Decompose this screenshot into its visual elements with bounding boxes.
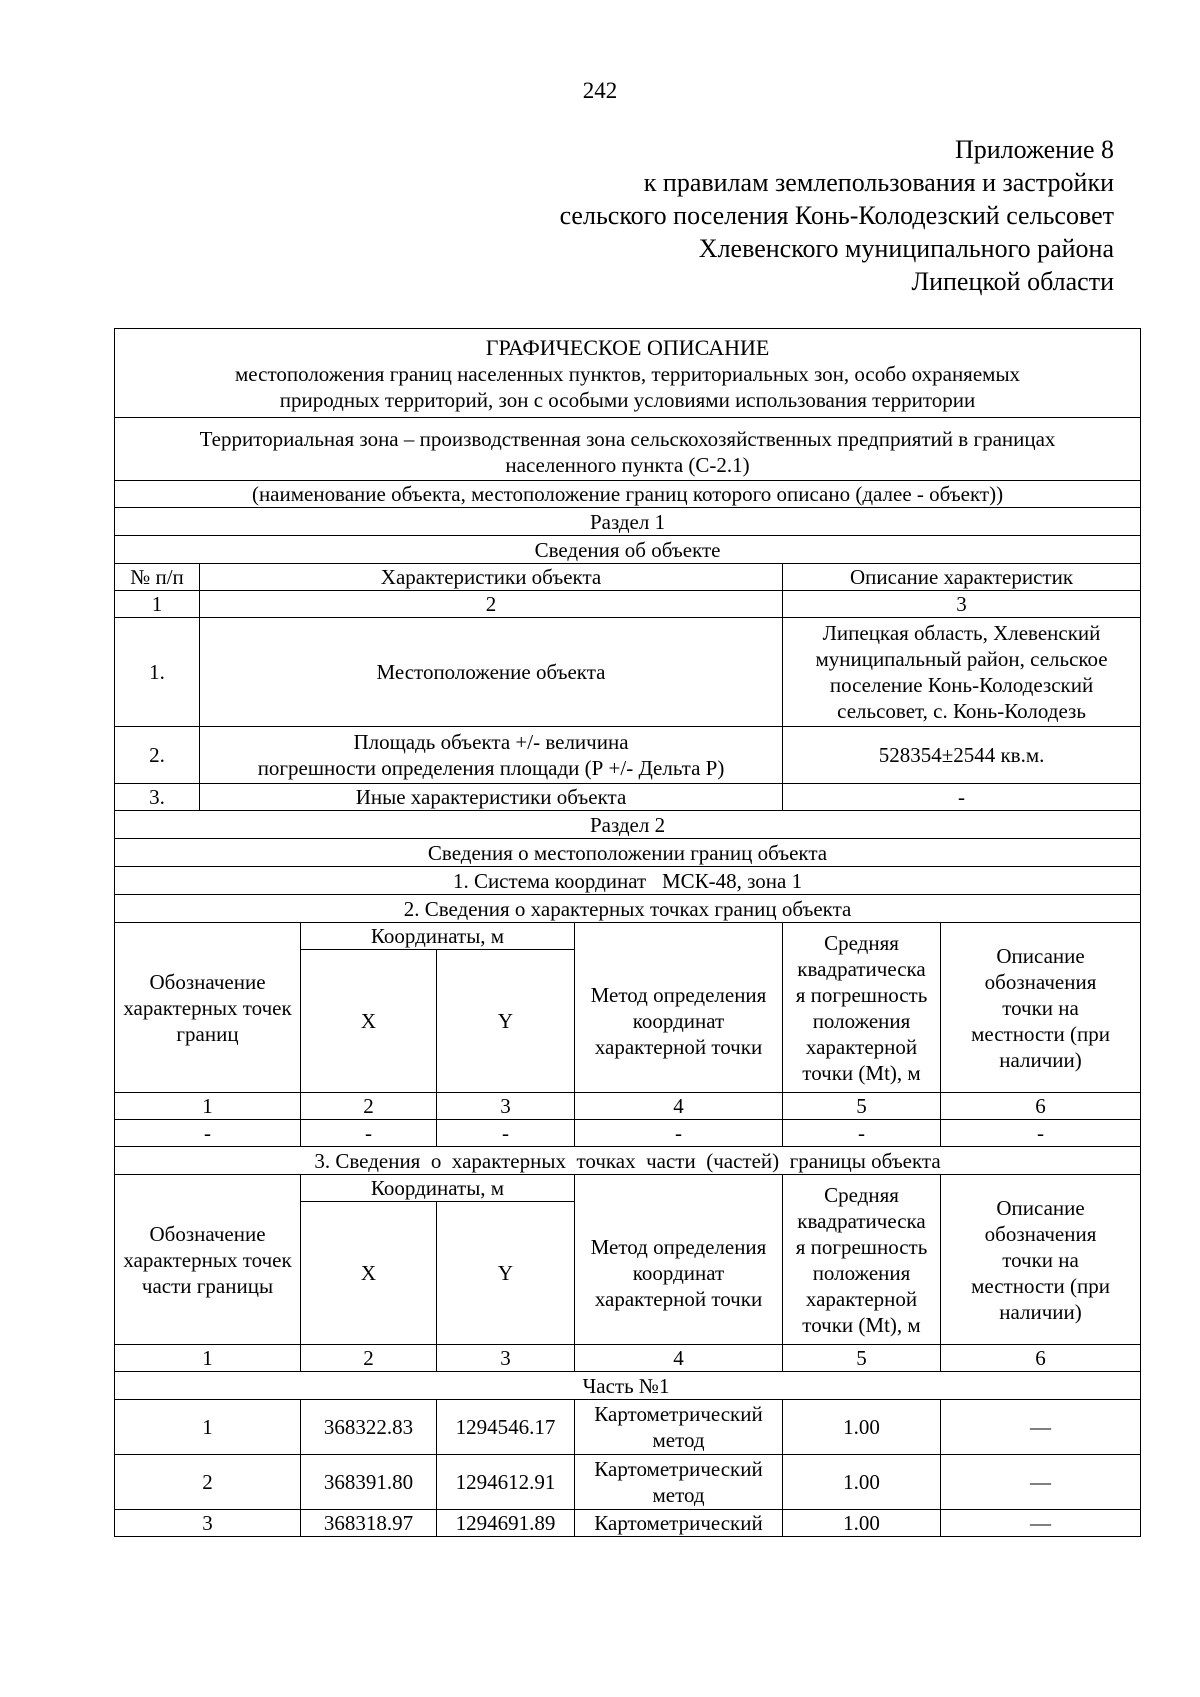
header-method-top bbox=[575, 923, 783, 950]
appendix-line: к правилам землепользования и застройки bbox=[643, 168, 1114, 197]
row-name: Местоположение объекта bbox=[200, 618, 783, 727]
info-row bbox=[115, 727, 1141, 784]
point-x: 368391.80 bbox=[301, 1455, 437, 1510]
header-line: квадратическа bbox=[797, 956, 926, 981]
col-number: 3 bbox=[437, 1093, 575, 1120]
header-part-designation bbox=[115, 1175, 301, 1345]
row-name: Иные характеристики объекта bbox=[200, 784, 783, 811]
header-num: № п/п bbox=[115, 564, 200, 591]
col-number: 3 bbox=[437, 1345, 575, 1372]
method-line: Картометрический bbox=[594, 1402, 763, 1426]
row-num: 3. bbox=[115, 784, 200, 811]
header-line: характерных точек bbox=[123, 995, 292, 1020]
header-x: X bbox=[301, 1202, 437, 1345]
row-value: - bbox=[783, 784, 1141, 811]
header-y: Y bbox=[437, 950, 575, 1093]
point-description: — bbox=[941, 1455, 1141, 1510]
header-line: наличии) bbox=[999, 1299, 1082, 1324]
header-description: Описание характеристик bbox=[783, 564, 1141, 591]
point-x: 368318.97 bbox=[301, 1510, 437, 1537]
col-number: 6 bbox=[941, 1345, 1141, 1372]
name-line: Площадь объекта +/- величина bbox=[353, 730, 629, 754]
header-line: точки на bbox=[1002, 1247, 1079, 1272]
document-title: ГРАФИЧЕСКОЕ ОПИСАНИЕ bbox=[485, 335, 770, 360]
empty-cell: - bbox=[115, 1120, 301, 1147]
header-line: я погрешность bbox=[795, 1234, 928, 1259]
header-characteristics: Характеристики объекта bbox=[200, 564, 783, 591]
empty-cell: - bbox=[575, 1120, 783, 1147]
header-line: обозначения bbox=[984, 969, 1097, 994]
table-row bbox=[115, 1400, 1141, 1455]
header-line: местности (при bbox=[971, 1021, 1110, 1046]
header-line: координат bbox=[632, 1008, 725, 1033]
header-line: Метод определения bbox=[590, 982, 767, 1007]
table-row bbox=[115, 1510, 1141, 1537]
empty-cell: - bbox=[301, 1120, 437, 1147]
col-number: 4 bbox=[575, 1345, 783, 1372]
value-line: поселение Конь-Колодезский bbox=[829, 673, 1094, 697]
row-value: 528354±2544 кв.м. bbox=[783, 727, 1141, 784]
empty-points-row bbox=[115, 1120, 1141, 1147]
header-line: квадратическа bbox=[797, 1208, 926, 1233]
document-title-block bbox=[115, 329, 1141, 418]
col-number: 1 bbox=[115, 1345, 301, 1372]
info-row bbox=[115, 618, 1141, 727]
document-subtitle: местоположения границ населенных пунктов, территориальных зон, особо охраняемых bbox=[235, 362, 1021, 386]
page-number: 242 bbox=[582, 78, 618, 103]
point-description: — bbox=[941, 1510, 1141, 1537]
parts-points-title: 3. Сведения о характерных точках части (частей) границы объекта bbox=[115, 1147, 1141, 1175]
zone-name-line: Территориальная зона – производственная зона сельскохозяйственных предприятий в границах bbox=[199, 427, 1056, 451]
header-mean-error bbox=[783, 923, 941, 1093]
appendix-header bbox=[560, 133, 1114, 298]
header-line: Средняя bbox=[824, 1182, 899, 1207]
graphic-description-table bbox=[114, 328, 1141, 1537]
method-line: метод bbox=[652, 1483, 705, 1507]
header-line: характерных точек bbox=[123, 1247, 292, 1272]
method-line: Картометрический bbox=[594, 1511, 763, 1535]
header-method-top bbox=[575, 1175, 783, 1202]
point-mt: 1.00 bbox=[783, 1400, 941, 1455]
header-point-description bbox=[941, 1175, 1141, 1345]
info-row bbox=[115, 784, 1141, 811]
row-value bbox=[783, 618, 1141, 727]
header-line: Средняя bbox=[824, 930, 899, 955]
col-number: 4 bbox=[575, 1093, 783, 1120]
col-number: 2 bbox=[301, 1345, 437, 1372]
row-num: 1. bbox=[115, 618, 200, 727]
empty-cell: - bbox=[783, 1120, 941, 1147]
object-note: (наименование объекта, местоположение границ которого описано (далее - объект)) bbox=[115, 481, 1141, 508]
header-line: я погрешность bbox=[795, 982, 928, 1007]
col-number: 3 bbox=[783, 591, 1141, 618]
point-method bbox=[575, 1510, 783, 1537]
header-line: характерной точки bbox=[594, 1286, 763, 1311]
appendix-line: Приложение 8 bbox=[954, 135, 1114, 164]
point-mt: 1.00 bbox=[783, 1510, 941, 1537]
col-number: 2 bbox=[200, 591, 783, 618]
table-row bbox=[115, 1455, 1141, 1510]
col-number: 5 bbox=[783, 1345, 941, 1372]
point-y: 1294691.89 bbox=[437, 1510, 575, 1537]
section1-title: Раздел 1 bbox=[115, 508, 1141, 536]
header-line: координат bbox=[632, 1260, 725, 1285]
row-num: 2. bbox=[115, 727, 200, 784]
section1-subtitle: Сведения об объекте bbox=[115, 536, 1141, 564]
empty-cell: - bbox=[941, 1120, 1141, 1147]
header-x: X bbox=[301, 950, 437, 1093]
header-coordinates: Координаты, м bbox=[301, 1175, 575, 1202]
zone-name-line: населенного пункта (С-2.1) bbox=[505, 453, 750, 477]
header-designation bbox=[115, 923, 301, 1093]
value-line: муниципальный район, сельское bbox=[815, 647, 1108, 671]
appendix-line: Хлевенского муниципального района bbox=[698, 234, 1114, 263]
point-method bbox=[575, 1455, 783, 1510]
header-line: точки (Mt), м bbox=[802, 1060, 921, 1085]
point-y: 1294612.91 bbox=[437, 1455, 575, 1510]
col-number: 5 bbox=[783, 1093, 941, 1120]
point-number: 2 bbox=[115, 1455, 301, 1510]
point-number: 1 bbox=[115, 1400, 301, 1455]
header-line: наличии) bbox=[999, 1047, 1082, 1072]
header-mean-error bbox=[783, 1175, 941, 1345]
header-line: части границы bbox=[141, 1273, 274, 1298]
value-line: Липецкая область, Хлевенский bbox=[822, 621, 1101, 645]
appendix-line: сельского поселения Конь-Колодезский сельсовет bbox=[559, 201, 1114, 230]
header-line: характерной bbox=[805, 1286, 918, 1311]
section2-title: Раздел 2 bbox=[115, 811, 1141, 839]
point-number: 3 bbox=[115, 1510, 301, 1537]
header-line: точки на bbox=[1002, 995, 1079, 1020]
header-line: обозначения bbox=[984, 1221, 1097, 1246]
header-line: Описание bbox=[996, 1195, 1085, 1220]
appendix-line: Липецкой области bbox=[911, 267, 1114, 296]
header-line: Метод определения bbox=[590, 1234, 767, 1259]
header-method bbox=[575, 1202, 783, 1345]
header-line: Обозначение bbox=[149, 1221, 266, 1246]
method-line: метод bbox=[652, 1428, 705, 1452]
empty-cell: - bbox=[437, 1120, 575, 1147]
point-mt: 1.00 bbox=[783, 1455, 941, 1510]
part-label: Часть №1 bbox=[115, 1372, 1141, 1400]
point-method bbox=[575, 1400, 783, 1455]
col-number: 1 bbox=[115, 591, 200, 618]
point-y: 1294546.17 bbox=[437, 1400, 575, 1455]
header-line: характерной точки bbox=[594, 1034, 763, 1059]
header-y: Y bbox=[437, 1202, 575, 1345]
point-description: — bbox=[941, 1400, 1141, 1455]
header-point-description bbox=[941, 923, 1141, 1093]
header-line: положения bbox=[812, 1008, 911, 1033]
header-line: точки (Mt), м bbox=[802, 1312, 921, 1337]
coordinate-system: 1. Система координат МСК-48, зона 1 bbox=[115, 867, 1141, 895]
col-number: 1 bbox=[115, 1093, 301, 1120]
row-name bbox=[200, 727, 783, 784]
point-x: 368322.83 bbox=[301, 1400, 437, 1455]
header-line: местности (при bbox=[971, 1273, 1110, 1298]
header-line: границ bbox=[176, 1021, 239, 1046]
section2-subtitle: Сведения о местоположении границ объекта bbox=[115, 839, 1141, 867]
method-line: Картометрический bbox=[594, 1457, 763, 1481]
value-line: сельсовет, с. Конь-Колодезь bbox=[837, 699, 1086, 723]
header-coordinates: Координаты, м bbox=[301, 923, 575, 950]
header-line: положения bbox=[812, 1260, 911, 1285]
header-method bbox=[575, 950, 783, 1093]
header-line: Описание bbox=[996, 943, 1085, 968]
header-line: характерной bbox=[805, 1034, 918, 1059]
boundary-points-title: 2. Сведения о характерных точках границ объекта bbox=[115, 895, 1141, 923]
zone-name bbox=[115, 418, 1141, 481]
document-subtitle: природных территорий, зон с особыми условиями использования территории bbox=[279, 388, 976, 412]
name-line: погрешности определения площади (Р +/- Дельта Р) bbox=[257, 756, 725, 780]
header-line: Обозначение bbox=[149, 969, 266, 994]
col-number: 2 bbox=[301, 1093, 437, 1120]
col-number: 6 bbox=[941, 1093, 1141, 1120]
